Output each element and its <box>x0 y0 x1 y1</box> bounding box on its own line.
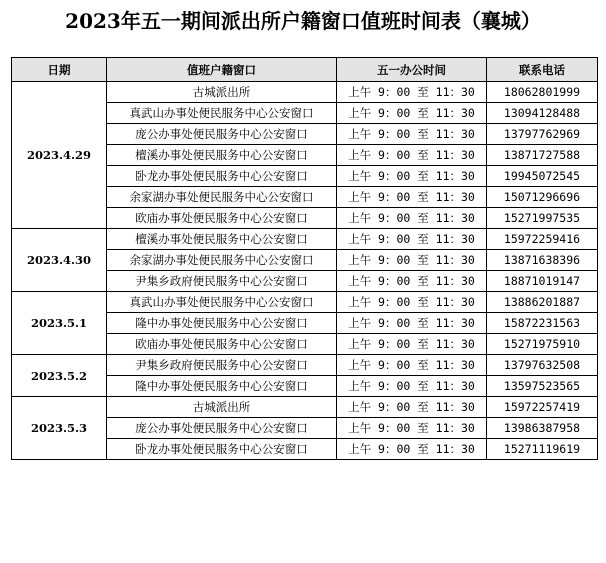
window-cell: 隆中办事处便民服务中心公安窗口 <box>107 313 337 334</box>
window-cell: 庞公办事处便民服务中心公安窗口 <box>107 124 337 145</box>
phone-cell: 15872231563 <box>487 313 598 334</box>
phone-cell: 13886201887 <box>487 292 598 313</box>
time-cell: 上午 9：00 至 11：30 <box>337 82 487 103</box>
date-cell: 2023.5.1 <box>12 292 107 355</box>
header-phone: 联系电话 <box>487 58 598 82</box>
window-cell: 余家湖办事处便民服务中心公安窗口 <box>107 250 337 271</box>
phone-cell: 18062801999 <box>487 82 598 103</box>
table-header-row <box>12 58 598 82</box>
phone-cell: 15972259416 <box>487 229 598 250</box>
phone-cell: 13871638396 <box>487 250 598 271</box>
time-cell: 上午 9：00 至 11：30 <box>337 439 487 460</box>
window-cell: 檀溪办事处便民服务中心公安窗口 <box>107 145 337 166</box>
time-cell: 上午 9：00 至 11：30 <box>337 187 487 208</box>
phone-cell: 13986387958 <box>487 418 598 439</box>
phone-cell: 13094128488 <box>487 103 598 124</box>
window-cell: 隆中办事处便民服务中心公安窗口 <box>107 376 337 397</box>
phone-cell: 15271997535 <box>487 208 598 229</box>
time-cell: 上午 9：00 至 11：30 <box>337 229 487 250</box>
time-cell: 上午 9：00 至 11：30 <box>337 397 487 418</box>
duty-schedule-table <box>11 57 598 460</box>
date-cell: 2023.5.2 <box>12 355 107 397</box>
phone-cell: 15271975910 <box>487 334 598 355</box>
window-cell: 檀溪办事处便民服务中心公安窗口 <box>107 229 337 250</box>
time-cell: 上午 9：00 至 11：30 <box>337 124 487 145</box>
time-cell: 上午 9：00 至 11：30 <box>337 376 487 397</box>
header-window: 值班户籍窗口 <box>107 58 337 82</box>
time-cell: 上午 9：00 至 11：30 <box>337 103 487 124</box>
table-row <box>12 229 598 250</box>
window-cell: 尹集乡政府便民服务中心公安窗口 <box>107 355 337 376</box>
window-cell: 欧庙办事处便民服务中心公安窗口 <box>107 208 337 229</box>
time-cell: 上午 9：00 至 11：30 <box>337 418 487 439</box>
phone-cell: 13797632508 <box>487 355 598 376</box>
window-cell: 古城派出所 <box>107 397 337 418</box>
window-cell: 真武山办事处便民服务中心公安窗口 <box>107 292 337 313</box>
table-row <box>12 292 598 313</box>
time-cell: 上午 9：00 至 11：30 <box>337 292 487 313</box>
phone-cell: 18871019147 <box>487 271 598 292</box>
window-cell: 卧龙办事处便民服务中心公安窗口 <box>107 166 337 187</box>
phone-cell: 13871727588 <box>487 145 598 166</box>
phone-cell: 15271119619 <box>487 439 598 460</box>
date-cell: 2023.5.3 <box>12 397 107 460</box>
time-cell: 上午 9：00 至 11：30 <box>337 250 487 271</box>
header-date: 日期 <box>12 58 107 82</box>
time-cell: 上午 9：00 至 11：30 <box>337 145 487 166</box>
time-cell: 上午 9：00 至 11：30 <box>337 334 487 355</box>
table-row <box>12 82 598 103</box>
table-row <box>12 397 598 418</box>
window-cell: 尹集乡政府便民服务中心公安窗口 <box>107 271 337 292</box>
window-cell: 余家湖办事处便民服务中心公安窗口 <box>107 187 337 208</box>
time-cell: 上午 9：00 至 11：30 <box>337 355 487 376</box>
phone-cell: 15071296696 <box>487 187 598 208</box>
window-cell: 真武山办事处便民服务中心公安窗口 <box>107 103 337 124</box>
time-cell: 上午 9：00 至 11：30 <box>337 313 487 334</box>
phone-cell: 19945072545 <box>487 166 598 187</box>
date-cell: 2023.4.29 <box>12 82 107 229</box>
phone-cell: 13797762969 <box>487 124 598 145</box>
page-title: 2023年五一期间派出所户籍窗口值班时间表（襄城） <box>65 9 541 33</box>
phone-cell: 15972257419 <box>487 397 598 418</box>
time-cell: 上午 9：00 至 11：30 <box>337 208 487 229</box>
window-cell: 古城派出所 <box>107 82 337 103</box>
time-cell: 上午 9：00 至 11：30 <box>337 166 487 187</box>
window-cell: 欧庙办事处便民服务中心公安窗口 <box>107 334 337 355</box>
table-row <box>12 355 598 376</box>
phone-cell: 13597523565 <box>487 376 598 397</box>
header-office-hours: 五一办公时间 <box>337 58 487 82</box>
time-cell: 上午 9：00 至 11：30 <box>337 271 487 292</box>
date-cell: 2023.4.30 <box>12 229 107 292</box>
window-cell: 卧龙办事处便民服务中心公安窗口 <box>107 439 337 460</box>
window-cell: 庞公办事处便民服务中心公安窗口 <box>107 418 337 439</box>
